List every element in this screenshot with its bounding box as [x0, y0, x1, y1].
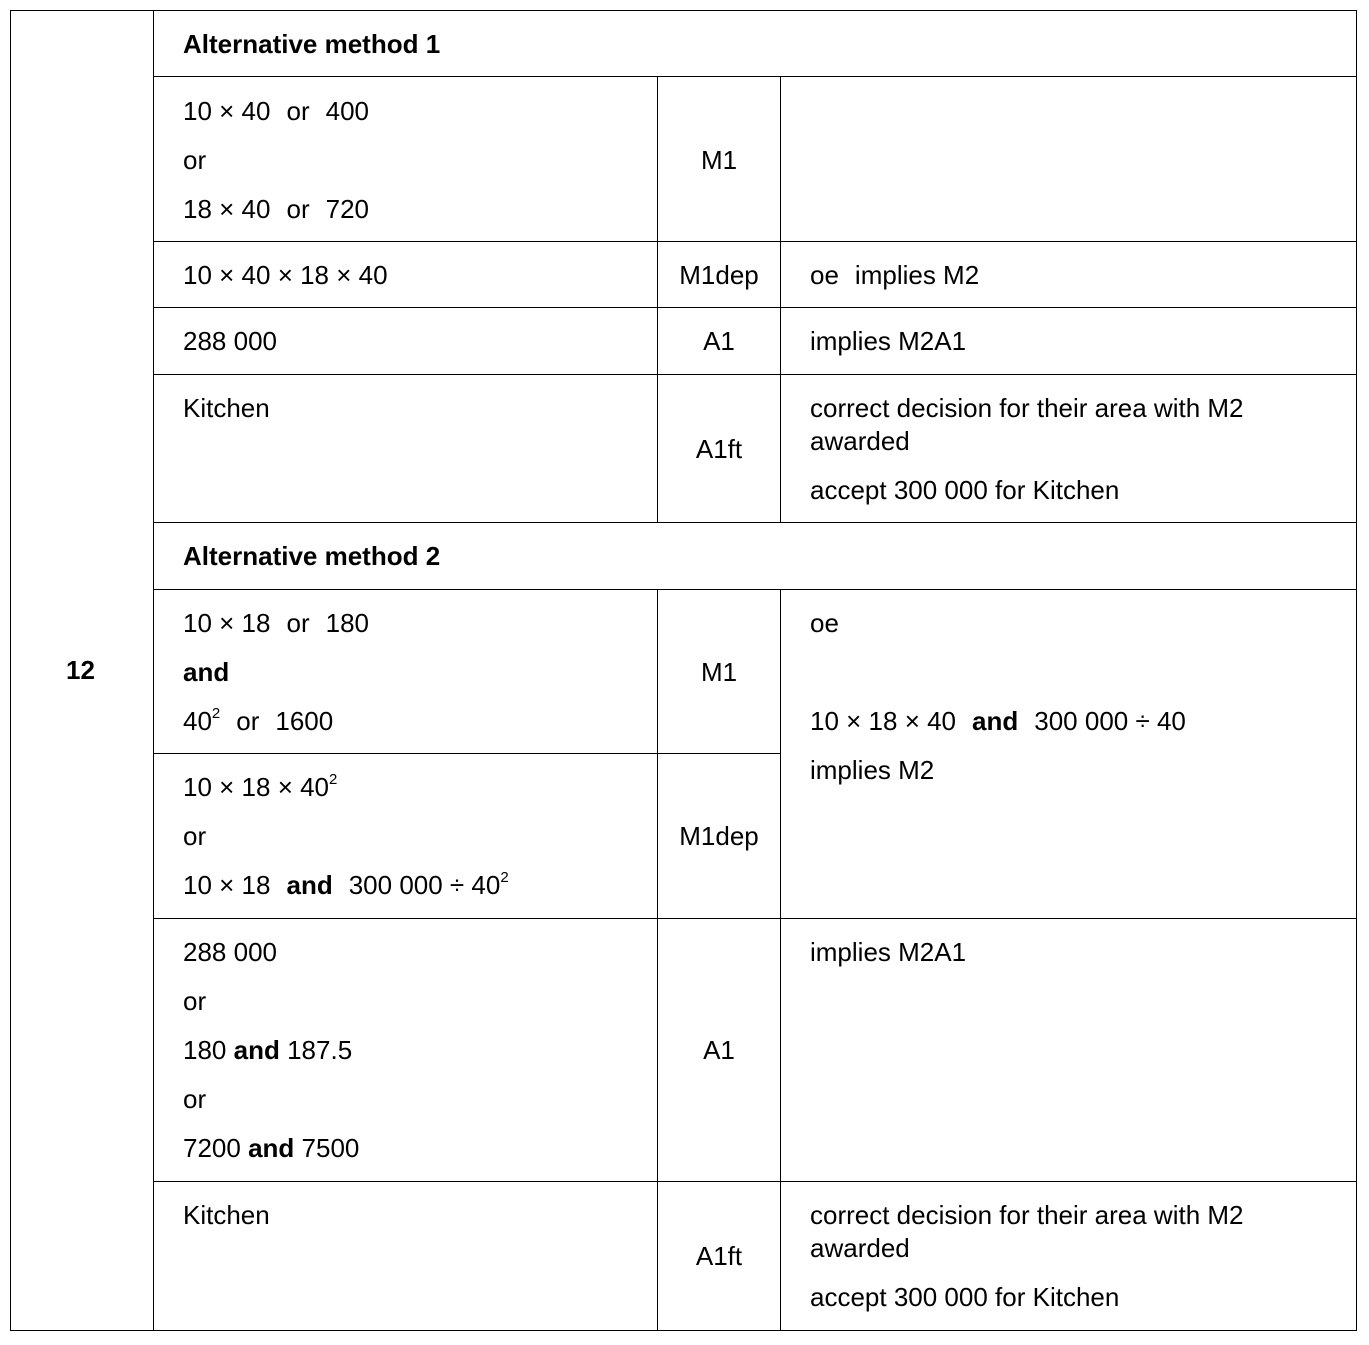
- question-number: 12: [66, 655, 95, 685]
- alt1-row3-work: 288 000: [183, 326, 277, 356]
- row-divider: [153, 918, 1357, 919]
- row-divider: [153, 522, 1357, 523]
- row-divider-partial: [153, 753, 781, 754]
- alt1-row1-or: or: [183, 145, 207, 175]
- alt2-row3-or-1: or: [183, 986, 207, 1016]
- alt1-row1-line3: 18 × 40 or 720: [183, 194, 369, 224]
- alt1-row2-mark: M1dep: [679, 260, 759, 290]
- alt1-row4-comment-1: correct decision for their area with M2: [810, 393, 1244, 423]
- table-border-top: [10, 10, 1357, 11]
- alt1-row2-work: 10 × 40 × 18 × 40: [183, 260, 388, 290]
- alt1-row4-comment-3: accept 300 000 for Kitchen: [810, 475, 1120, 505]
- alt1-row4-work: Kitchen: [183, 393, 270, 423]
- row-divider: [153, 589, 1357, 590]
- table-border-left: [10, 10, 11, 1331]
- alt1-row4-mark: A1ft: [695, 434, 743, 464]
- column-divider-question: [153, 10, 154, 1331]
- alt2-row3-mark: A1: [703, 1035, 735, 1065]
- alt2-row1-line3: $40^2$ or 1600: [183, 705, 334, 736]
- alt1-row4-comment-2: awarded: [810, 426, 910, 456]
- column-divider-mark-1: [780, 76, 781, 523]
- alt2-row2-mark: M1dep: [679, 821, 759, 851]
- alt2-row1-and: and: [183, 657, 230, 687]
- alt2-row1-line1: 10 × 18 or 180: [183, 608, 369, 638]
- alt2-comment-implies: implies M2: [810, 755, 935, 785]
- alt1-header: Alternative method 1: [183, 29, 441, 59]
- column-divider-working-2: [657, 589, 658, 1331]
- alt2-row3-line1: 288 000: [183, 937, 277, 967]
- alt2-row4-mark: A1ft: [695, 1241, 743, 1271]
- row-divider: [153, 374, 1357, 375]
- alt2-row1-mark: M1: [700, 657, 738, 687]
- alt2-row3-comment: implies M2A1: [810, 937, 967, 967]
- alt2-row3-or-2: or: [183, 1084, 207, 1114]
- alt2-header: Alternative method 2: [183, 541, 441, 571]
- alt2-row2-or: or: [183, 821, 207, 851]
- table-border-right: [1356, 10, 1357, 1331]
- table-border-bottom: [10, 1330, 1357, 1331]
- alt2-row2-line3: 10 × 18 and 300 $000 \div 40^2$: [183, 869, 509, 900]
- row-divider: [153, 241, 1357, 242]
- alt1-row3-comment: implies M2A1: [810, 326, 967, 356]
- alt2-row2-line1: $10 \times 18 \times 40^2$: [183, 771, 338, 802]
- alt2-comment-oe: oe: [810, 608, 839, 638]
- alt1-row1-mark: M1: [700, 145, 738, 175]
- alt2-row3-line3: 180 and 187.5: [183, 1035, 353, 1065]
- alt2-row4-comment-1: correct decision for their area with M2: [810, 1200, 1244, 1230]
- alt2-row4-work: Kitchen: [183, 1200, 270, 1230]
- alt1-row1-line1: 10 × 40 or 400: [183, 96, 369, 126]
- row-divider: [153, 76, 1357, 77]
- alt1-row3-mark: A1: [703, 326, 735, 356]
- row-divider: [153, 1181, 1357, 1182]
- alt2-row3-line5: 7200 and 7500: [183, 1133, 360, 1163]
- alt2-row4-comment-3: accept 300 000 for Kitchen: [810, 1282, 1120, 1312]
- alt1-row2-comment: oe implies M2: [810, 260, 980, 290]
- alt2-comment-line: 10 × 18 × 40 and 300 000 ÷ 40: [810, 706, 1186, 736]
- column-divider-mark-2: [780, 589, 781, 1331]
- row-divider: [153, 307, 1357, 308]
- alt2-row4-comment-2: awarded: [810, 1233, 910, 1263]
